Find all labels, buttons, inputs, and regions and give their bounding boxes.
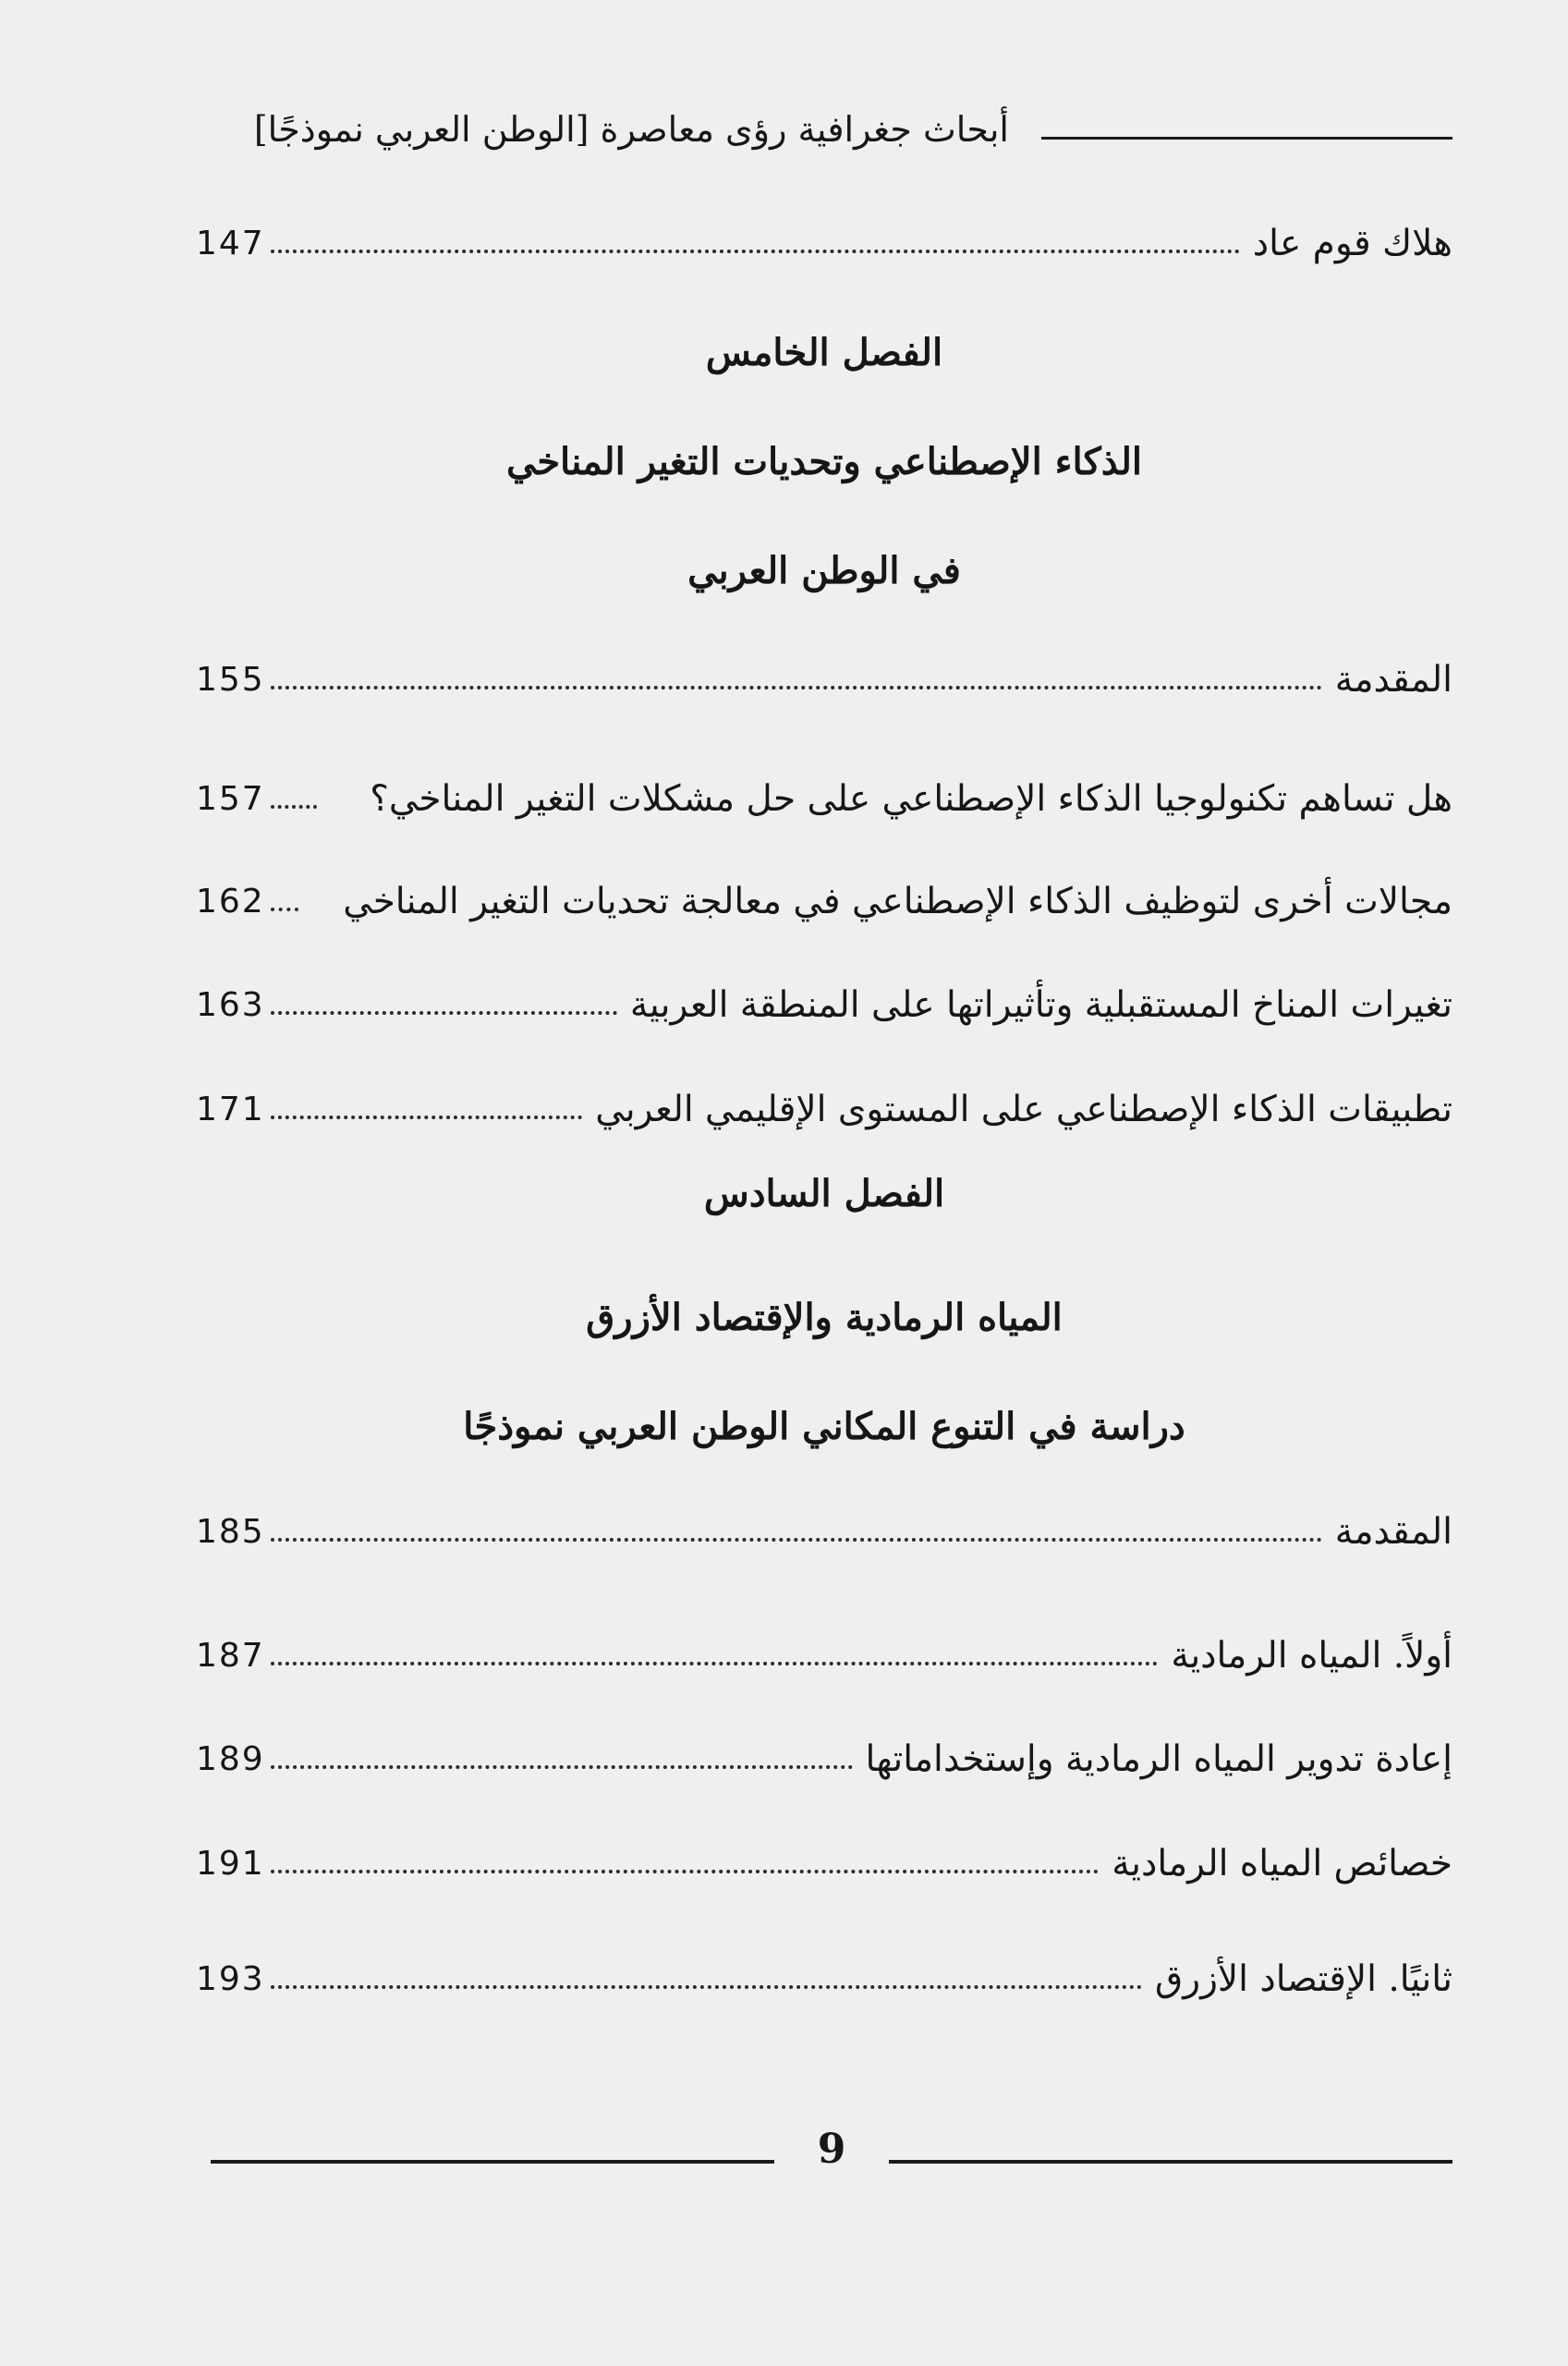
toc-entry-title: تطبيقات الذكاء الإصطناعي على المستوى الإقليمي العربي bbox=[595, 1088, 1453, 1130]
header-rule bbox=[1041, 137, 1453, 140]
chapter-label: الفصل السادس bbox=[703, 1172, 945, 1215]
toc-page-number: 191 bbox=[196, 1844, 265, 1883]
dot-leader bbox=[271, 1870, 1100, 1873]
chapter-title: دراسة في التنوع المكاني الوطن العربي نموذجًا bbox=[463, 1405, 1185, 1448]
toc-entry bbox=[196, 766, 1453, 831]
dot-leader bbox=[271, 1116, 583, 1119]
toc-page-number: 147 bbox=[196, 224, 265, 262]
toc-entry bbox=[196, 1946, 1453, 2011]
dot-leader bbox=[271, 908, 298, 911]
dot-leader bbox=[271, 1765, 853, 1769]
dot-leader bbox=[271, 1011, 617, 1015]
toc-page-number: 189 bbox=[196, 1739, 265, 1778]
toc-page-number: 171 bbox=[196, 1090, 265, 1128]
toc-entry bbox=[196, 1726, 1453, 1791]
toc-page-number: 187 bbox=[196, 1636, 265, 1675]
toc-entry bbox=[196, 647, 1453, 712]
dot-leader bbox=[271, 1985, 1142, 1989]
toc-entry-title: تغيرات المناخ المستقبلية وتأثيراتها على المنطقة العربية bbox=[629, 983, 1453, 1026]
toc-entry-title: إعادة تدوير المياه الرمادية وإستخداماتها bbox=[865, 1738, 1453, 1780]
toc-entry-title: المقدمة bbox=[1334, 658, 1453, 701]
running-title: أبحاث جغرافية رؤى معاصرة [الوطن العربي نموذجًا] bbox=[253, 109, 1009, 150]
toc-entry-title: مجالات أخرى لتوظيف الذكاء الإصطناعي في معالجة تحديات التغير المناخي bbox=[343, 880, 1453, 922]
toc-entry-title: خصائص المياه الرمادية bbox=[1112, 1842, 1453, 1884]
toc-page-number: 185 bbox=[196, 1512, 265, 1551]
toc-page-number: 155 bbox=[196, 660, 265, 699]
toc-entry bbox=[196, 1831, 1453, 1896]
toc-entry-title: المقدمة bbox=[1334, 1510, 1453, 1553]
chapter-title: المياه الرمادية والإقتصاد الأزرق bbox=[586, 1296, 1063, 1339]
toc-entry-title: أولاً. المياه الرمادية bbox=[1171, 1634, 1453, 1677]
page-number: 9 bbox=[817, 2126, 846, 2173]
dot-leader bbox=[271, 1538, 1322, 1542]
toc-entry-title: ثانيًا. الإقتصاد الأزرق bbox=[1155, 1957, 1453, 2000]
toc-page-number: 193 bbox=[196, 1959, 265, 1998]
page-footer bbox=[211, 2126, 1453, 2181]
running-header bbox=[196, 109, 1453, 161]
toc-page-number: 163 bbox=[196, 985, 265, 1024]
toc-page-number: 162 bbox=[196, 882, 265, 921]
chapter-label: الفصل الخامس bbox=[705, 331, 943, 374]
footer-rule bbox=[889, 2160, 1453, 2164]
dot-leader bbox=[271, 686, 1322, 689]
dot-leader bbox=[271, 1662, 1159, 1665]
chapter-title: الذكاء الإصطناعي وتحديات التغير المناخي bbox=[505, 440, 1142, 483]
toc-entry bbox=[196, 211, 1453, 275]
chapter-title: في الوطن العربي bbox=[687, 549, 961, 592]
dot-leader bbox=[271, 250, 1240, 253]
toc-entry bbox=[196, 869, 1453, 933]
toc-entry bbox=[196, 1623, 1453, 1688]
toc-entry-title: هلاك قوم عاد bbox=[1252, 222, 1453, 264]
toc-entry-title: هل تساهم تكنولوجيا الذكاء الإصطناعي على حل مشكلات التغير المناخي؟ bbox=[370, 777, 1453, 820]
toc-entry bbox=[196, 972, 1453, 1037]
toc-entry bbox=[196, 1499, 1453, 1564]
dot-leader bbox=[271, 805, 317, 809]
toc-entry bbox=[196, 1077, 1453, 1141]
toc-page-number: 157 bbox=[196, 779, 265, 818]
